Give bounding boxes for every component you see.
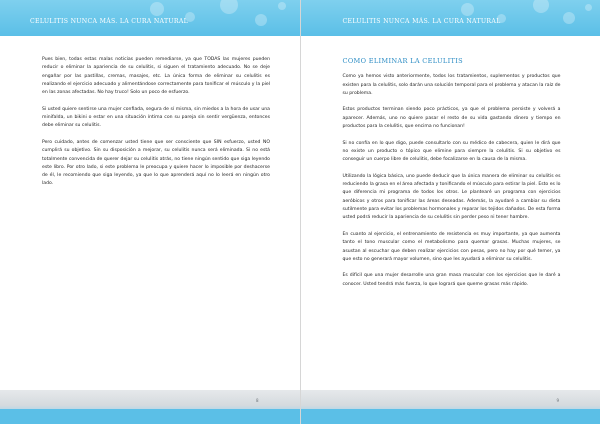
page-footer (0, 390, 300, 424)
paragraph: En cuanto al ejercicio, el entrenamiento de resistencia es muy importante, ya que aumenta tanto el tono muscular como el metabolismo para quemar grasas. Muchas mujeres, se asustan al escuchar que deben realizar ejercicios con pesas, pero no hay por qué temer, ya que esto no generará mayor volumen, sino que les ayudará a eliminar su celulitis. (342, 231, 561, 262)
paragraph: Si no confía en lo que digo, puede consultarlo con su médico de cabecera, quien le dirá que no existe un producto o tópico que elimine para siempre la celulitis. Si su objetivo es conseguir un cuerpo libre de celulitis, debe focalizarse en la causa de la misma. (342, 140, 561, 163)
paragraph: Es difícil que una mujer desarrolle una gran masa muscular con los ejercicios que le daré a conocer. Usted tendrá más fuerza, lo que logrará que queme grasas más rápido. (342, 273, 561, 287)
page-body (343, 57, 561, 297)
header-title: CELULITIS NUNCA MÁS. LA CURA NATURAL (30, 18, 189, 25)
paragraph: Si usted quiere sentirse una mujer confiada, segura de sí misma, sin miedos a la hora de usar una minifalda, un bikini o estar en una situación íntima con su pareja sin sentir vergüenza, entonces debe eliminar su celulitis. (42, 106, 270, 129)
header-title: CELULITIS NUNCA MÁS. LA CURA NATURAL (342, 18, 501, 25)
page-header (0, 0, 300, 36)
page-number: 8 (256, 398, 259, 403)
right-page (301, 0, 600, 424)
paragraph: Pero cuidado, antes de comenzar usted tiene que ser consciente que SIN esfuerzo, usted NO cumplirá su objetivo. Sin su disposición a mejorar, su celulitis nunca será eliminada. Si no está totalmente convencida de querer dejar su celulitis atrás, no tiene ningún sentido que siga leyendo este libro. Por otro lado, si este problema le preocupa y quiere hacer lo imposible por deshacerse de él, le recomiendo que siga leyendo, ya que lo que aprenderá aquí no lo leerá en ningún otro lado. (42, 139, 270, 187)
page-number: 9 (556, 398, 560, 403)
paragraph: Como ya hemos visto anteriormente, todos los tratamientos, suplementos y productos que existen para la celulitis, solo darán una solución temporal para el problema y atacan la raíz de su problema. (342, 74, 561, 96)
paragraph: Utilizando la lógica básica, uno puede deducir que la única manera de eliminar su celulitis es reduciendo la grasa en el área afectada y tonificando el músculo para estirar la piel. Esto es lo que diferencia mi programa de todos los otros. Le plantearé un programa con ejercicios aeróbicos y otros para tonificar las áreas deseadas. Además, la ayudaré a cambiar su dieta sutilmente para evitar los problemas hormonales y reparar los tejidos dañados. De esta forma usted podrá reducir la apariencia de su celulitis sin perder peso ni tener hambre. (342, 173, 561, 221)
page-footer (301, 390, 600, 424)
paragraph: Pues bien, todas estas malas noticias pueden remediarse, ya que TODAS las mujeres pueden reducir o eliminar la apariencia de su celulitis, si siguen el tratamiento adecuado. No se deje engañar por las pastillas, cremas, masajes, etc. La única forma de eliminar su celulitis es realizando el ejercicio adecuado y alimentándose correctamente para tonificar el músculo y la piel en las zonas afectadas. No hay truco! Solo un poco de esfuerzo. (42, 57, 270, 96)
section-title: COMO ELIMINAR LA CELULITIS (342, 57, 463, 65)
page-body (42, 56, 270, 197)
page-header (301, 0, 600, 36)
paragraph: Estos productos terminan siendo poco prácticos, ya que el problema persiste y volverá a aparecer. Además, uno no quiere pasar el resto de su vida gastando dinero y tiempo en productos para la celulitis, que encima no funcionan! (342, 107, 561, 130)
